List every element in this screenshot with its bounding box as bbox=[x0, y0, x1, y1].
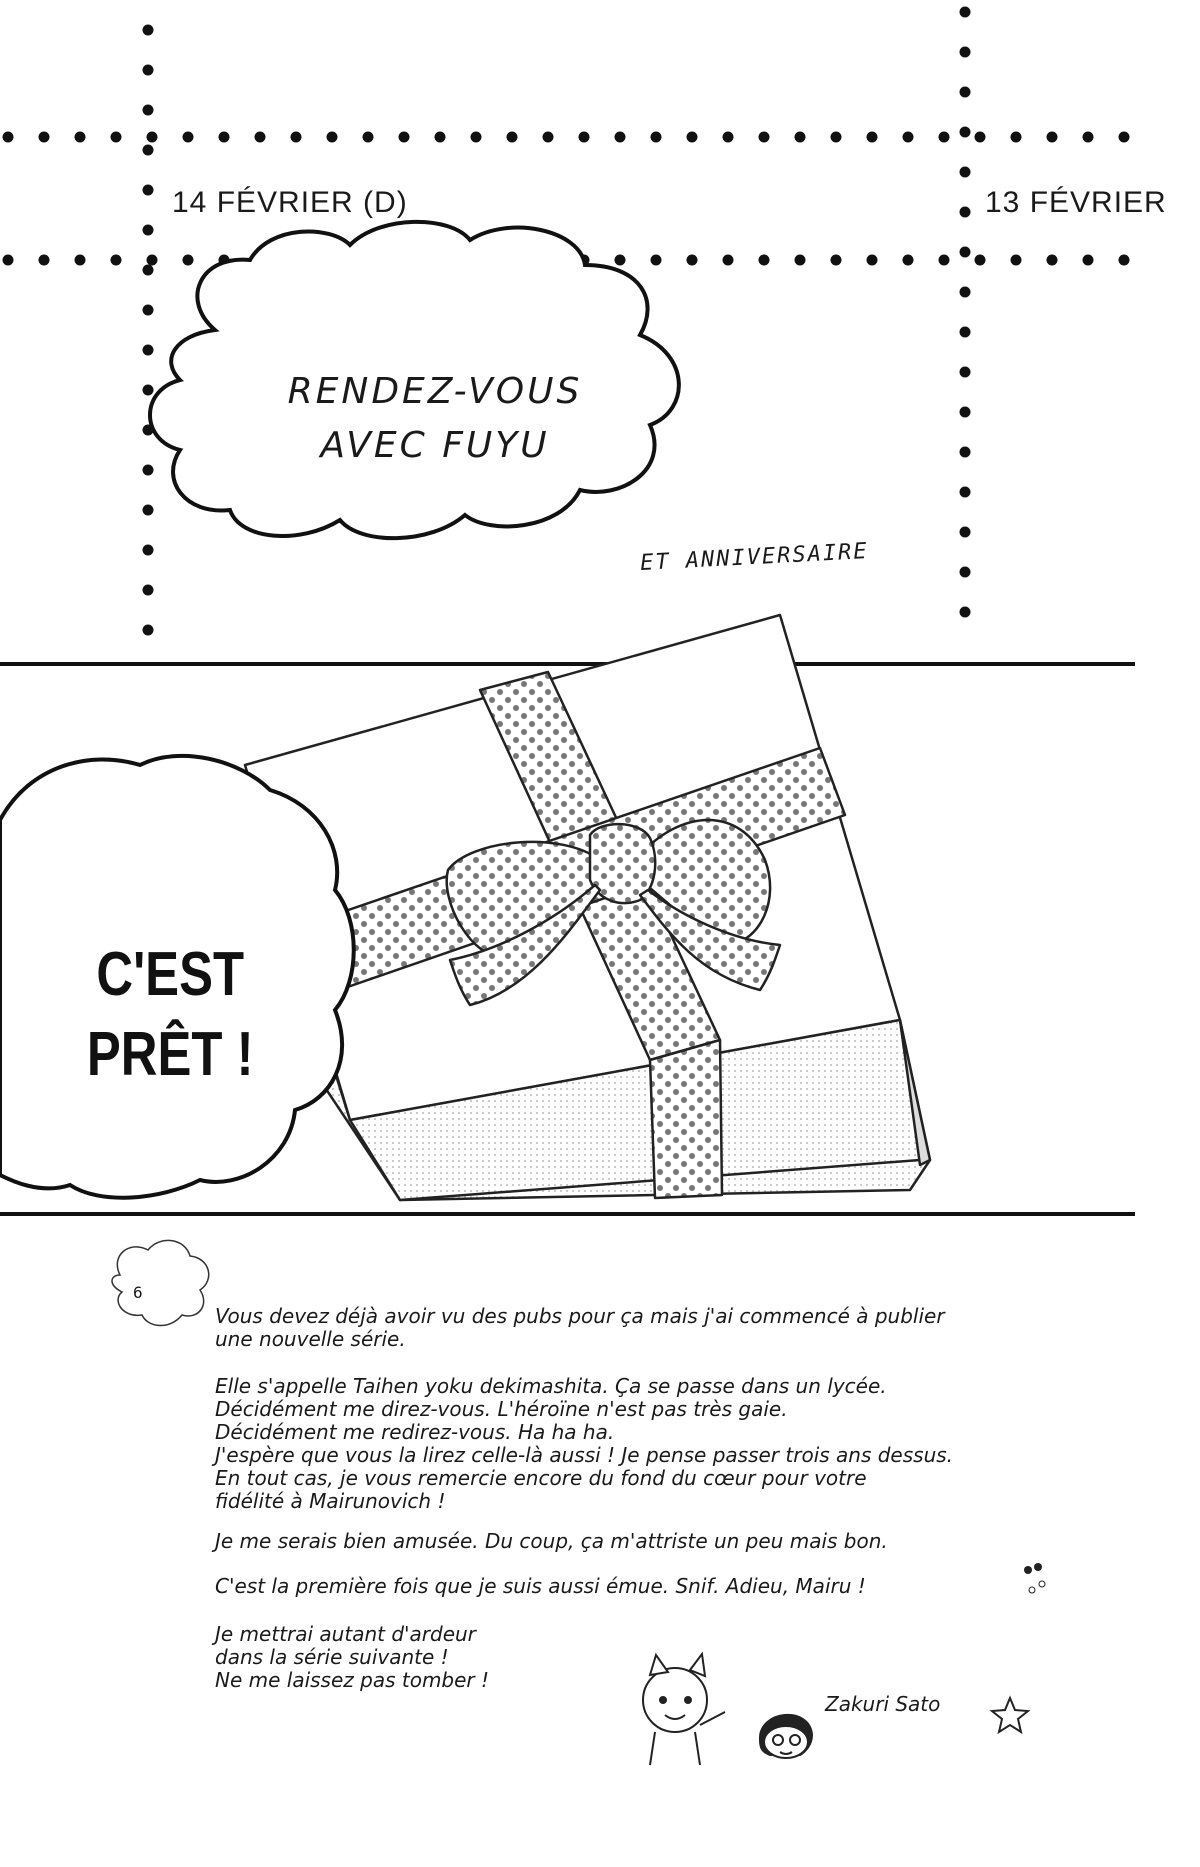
grid-dot bbox=[143, 185, 154, 196]
afterword-line: Elle s'appelle Taihen yoku dekimashita. Ça se passe dans un lycée. bbox=[215, 1374, 887, 1398]
grid-dot bbox=[111, 132, 122, 143]
speech-line1: C'EST bbox=[96, 940, 245, 1009]
afterword-line: Je me serais bien amusée. Du coup, ça m'attriste un peu mais bon. bbox=[215, 1529, 888, 1553]
grid-dot bbox=[975, 255, 986, 266]
grid-dot bbox=[183, 255, 194, 266]
afterword-line: J'espère que vous la lirez celle-là aussi ! Je pense passer trois ans dessus. bbox=[215, 1443, 954, 1467]
grid-dot bbox=[960, 87, 971, 98]
grid-dot bbox=[143, 105, 154, 116]
grid-dot bbox=[143, 545, 154, 556]
grid-dot bbox=[960, 127, 971, 138]
grid-dot bbox=[960, 567, 971, 578]
author-signature: Zakuri Sato bbox=[825, 1692, 941, 1716]
speech-text bbox=[80, 935, 260, 1095]
grid-dot bbox=[3, 255, 14, 266]
grid-dot bbox=[143, 25, 154, 36]
cloud-caption-line1: RENDEZ-VOUS bbox=[287, 371, 583, 412]
grid-dot bbox=[183, 132, 194, 143]
anniversary-note: ET ANNIVERSAIRE bbox=[639, 539, 870, 576]
speech-line2: PRÊT ! bbox=[86, 1020, 254, 1089]
page-number: 6 bbox=[133, 1283, 143, 1302]
grid-dot bbox=[903, 255, 914, 266]
afterword-paragraph bbox=[215, 1530, 888, 1553]
grid-dot bbox=[3, 132, 14, 143]
grid-dot bbox=[1083, 132, 1094, 143]
grid-dot bbox=[147, 132, 158, 143]
grid-dot bbox=[723, 132, 734, 143]
grid-dot bbox=[960, 407, 971, 418]
grid-dot bbox=[960, 247, 971, 258]
grid-dot bbox=[143, 305, 154, 316]
grid-dot bbox=[903, 132, 914, 143]
grid-dot bbox=[1011, 132, 1022, 143]
grid-dot bbox=[960, 207, 971, 218]
grid-dot bbox=[143, 385, 154, 396]
cloud-caption bbox=[255, 365, 615, 473]
grid-dot bbox=[1011, 255, 1022, 266]
grid-dot bbox=[1047, 255, 1058, 266]
grid-dot bbox=[960, 527, 971, 538]
afterword-line: dans la série suivante ! bbox=[215, 1645, 449, 1669]
afterword-line: Ne me laissez pas tomber ! bbox=[215, 1668, 490, 1692]
afterword-line: Décidément me redirez-vous. Ha ha ha. bbox=[215, 1420, 615, 1444]
grid-dot bbox=[219, 132, 230, 143]
grid-dot bbox=[1083, 255, 1094, 266]
grid-dot bbox=[255, 132, 266, 143]
grid-dot bbox=[651, 255, 662, 266]
grid-dot bbox=[39, 255, 50, 266]
grid-dot bbox=[687, 255, 698, 266]
grid-dot bbox=[795, 255, 806, 266]
grid-dot bbox=[143, 65, 154, 76]
grid-dot bbox=[143, 465, 154, 476]
grid-dot bbox=[579, 132, 590, 143]
grid-dot bbox=[960, 167, 971, 178]
grid-dot bbox=[960, 287, 971, 298]
grid-dot bbox=[147, 255, 158, 266]
grid-dot bbox=[960, 47, 971, 58]
afterword-line: Je mettrai autant d'ardeur bbox=[215, 1622, 476, 1646]
afterword-line: une nouvelle série. bbox=[215, 1327, 406, 1351]
afterword-paragraph bbox=[215, 1305, 945, 1351]
grid-dot bbox=[960, 447, 971, 458]
grid-dot bbox=[143, 585, 154, 596]
afterword-paragraph bbox=[215, 1375, 953, 1513]
grid-dot bbox=[143, 345, 154, 356]
grid-dot bbox=[759, 132, 770, 143]
afterword-line: Vous devez déjà avoir vu des pubs pour ça mais j'ai commencé à publier bbox=[215, 1304, 945, 1328]
chibi-cat-doodle bbox=[643, 1654, 725, 1765]
grid-dot bbox=[939, 132, 950, 143]
grid-dot bbox=[143, 265, 154, 276]
grid-dot bbox=[1119, 132, 1130, 143]
grid-dot bbox=[831, 132, 842, 143]
grid-dot bbox=[1047, 132, 1058, 143]
afterword-line: C'est la première fois que je suis aussi émue. Snif. Adieu, Mairu ! bbox=[215, 1574, 866, 1598]
grid-dot bbox=[507, 132, 518, 143]
grid-dot bbox=[867, 255, 878, 266]
afterword-line: Décidément me direz-vous. L'héroïne n'est pas très gaie. bbox=[215, 1397, 788, 1421]
cloud-caption-line2: AVEC FUYU bbox=[320, 425, 550, 466]
grid-dot bbox=[143, 145, 154, 156]
grid-dot bbox=[687, 132, 698, 143]
grid-dot bbox=[795, 132, 806, 143]
grid-dot bbox=[615, 132, 626, 143]
grid-dot bbox=[831, 255, 842, 266]
grid-dot bbox=[75, 255, 86, 266]
grid-dot bbox=[291, 132, 302, 143]
grid-dot bbox=[939, 255, 950, 266]
grid-dot bbox=[975, 132, 986, 143]
grid-dot bbox=[1119, 255, 1130, 266]
grid-dot bbox=[960, 367, 971, 378]
chibi-author-doodle bbox=[760, 1715, 812, 1758]
date-label-right: 13 FÉVRIER bbox=[985, 186, 1167, 219]
grid-dot bbox=[75, 132, 86, 143]
grid-dot bbox=[143, 625, 154, 636]
grid-dot bbox=[960, 607, 971, 618]
grid-dot bbox=[327, 132, 338, 143]
grid-dot bbox=[143, 505, 154, 516]
date-label-left: 14 FÉVRIER (D) bbox=[172, 186, 408, 219]
afterword-line: fidélité à Mairunovich ! bbox=[215, 1489, 446, 1513]
grid-dot bbox=[759, 255, 770, 266]
grid-dot bbox=[723, 255, 734, 266]
grid-dot bbox=[543, 132, 554, 143]
grid-dot bbox=[615, 255, 626, 266]
grid-dot bbox=[435, 132, 446, 143]
grid-dot bbox=[39, 132, 50, 143]
grid-dot bbox=[471, 132, 482, 143]
grid-dot bbox=[960, 7, 971, 18]
afterword-line: En tout cas, je vous remercie encore du fond du cœur pour votre bbox=[215, 1466, 867, 1490]
grid-dot bbox=[143, 225, 154, 236]
afterword-paragraph bbox=[215, 1575, 866, 1598]
star-icon bbox=[992, 1698, 1028, 1732]
page-number-cloud bbox=[112, 1240, 209, 1325]
grid-dot bbox=[399, 132, 410, 143]
afterword-paragraph bbox=[215, 1623, 489, 1692]
tear-drops-icon bbox=[1024, 1563, 1045, 1593]
grid-dot bbox=[111, 255, 122, 266]
grid-dot bbox=[867, 132, 878, 143]
grid-dot bbox=[651, 132, 662, 143]
grid-dot bbox=[363, 132, 374, 143]
grid-dot bbox=[960, 487, 971, 498]
grid-dot bbox=[960, 327, 971, 338]
